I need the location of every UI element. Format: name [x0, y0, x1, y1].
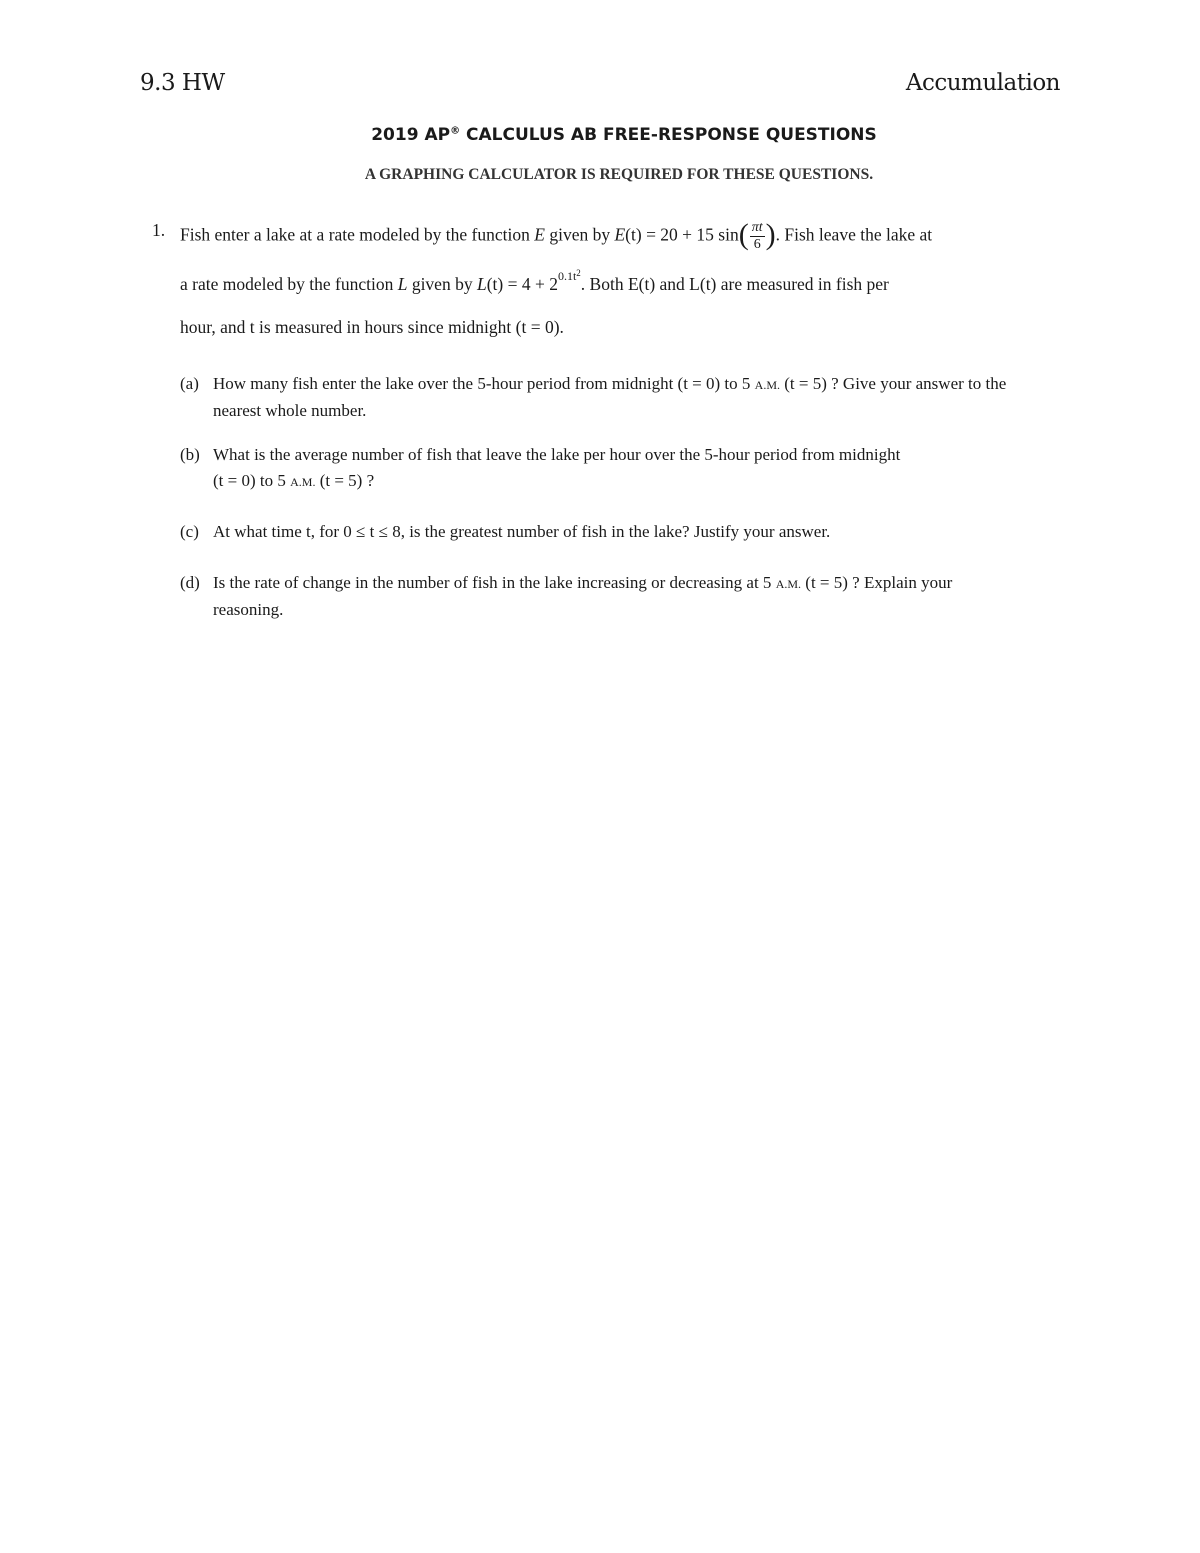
part-text-a: At what time t, for 0 ≤ t ≤ 8, is the greatest number of fish in the lake? Justify your answer. — [213, 522, 831, 541]
exam-title-prefix: 2019 AP — [371, 125, 451, 145]
stem-text: Fish enter a lake at a rate modeled by the function — [180, 224, 535, 245]
exponent-base: 0.1t — [557, 269, 577, 283]
fraction-pi-t-over-6 — [750, 220, 765, 253]
stem-text: . Both E(t) and L(t) are measured in fish per — [580, 274, 889, 294]
calculator-note: A GRAPHING CALCULATOR IS REQUIRED FOR THESE QUESTIONS. — [364, 166, 874, 183]
part-text-b: (t = 5) ? — [315, 471, 375, 490]
stem-formula-l: (t) = 4 + 2 — [486, 274, 558, 294]
registered-mark: ® — [450, 125, 461, 137]
function-name-e: E — [534, 224, 545, 245]
part-text-a: What is the average number of fish that leave the lake per hour over the 5-hour period from midnight (t = 0) to 5 — [213, 445, 901, 490]
part-time-label: A.M. — [290, 475, 316, 489]
question-stem-line-1 — [180, 217, 933, 253]
stem-formula-e: (t) = 20 + 15 sin — [625, 224, 739, 245]
part-label: (d) — [180, 573, 200, 592]
part-text — [213, 570, 1020, 623]
question-part-d — [180, 570, 1020, 623]
function-l: L — [476, 274, 487, 294]
part-label: (a) — [180, 374, 199, 393]
stem-text: given by — [407, 274, 477, 294]
function-name-l: L — [397, 274, 408, 294]
part-text-a: How many fish enter the lake over the 5-hour period from midnight (t = 0) to 5 — [213, 374, 755, 393]
part-time-label: A.M. — [754, 378, 780, 392]
header-right-label: Accumulation — [905, 70, 1060, 96]
part-text — [213, 442, 913, 495]
exam-title — [0, 125, 1200, 145]
question-number: 1. — [152, 220, 166, 240]
part-text — [213, 371, 1020, 424]
question-part-b — [180, 442, 1020, 495]
part-text — [213, 519, 1020, 545]
question-stem-line-2 — [180, 268, 889, 295]
stem-text: a rate modeled by the function — [180, 274, 398, 294]
part-text-a: Is the rate of change in the number of fish in the lake increasing or decreasing at 5 — [213, 573, 776, 592]
part-time-label: A.M. — [775, 577, 802, 591]
question-part-a — [180, 371, 1020, 424]
exponent-power: 2 — [576, 268, 581, 278]
part-label: (b) — [180, 445, 200, 464]
part-label: (c) — [180, 522, 199, 541]
stem-text: . Fish leave the lake at — [775, 224, 933, 245]
fraction-denominator: 6 — [753, 237, 761, 252]
exam-title-suffix: CALCULUS AB FREE-RESPONSE QUESTIONS — [460, 125, 877, 145]
exponent — [558, 269, 581, 283]
header-left-label: 9.3 HW — [140, 70, 225, 96]
stem-text: given by — [544, 224, 615, 245]
fraction-numerator: πt — [751, 220, 763, 235]
function-e: E — [614, 224, 626, 245]
question-stem-line-3: hour, and t is measured in hours since midnight (t = 0). — [180, 317, 564, 337]
part-text-b: (t = 5) ? Explain your reasoning. — [213, 573, 953, 619]
part-text-b: (t = 5) ? Give your answer to the nearest whole number. — [213, 374, 1007, 420]
right-paren: ) — [765, 217, 776, 251]
left-paren: ( — [738, 217, 749, 251]
question-part-c — [180, 519, 1020, 545]
